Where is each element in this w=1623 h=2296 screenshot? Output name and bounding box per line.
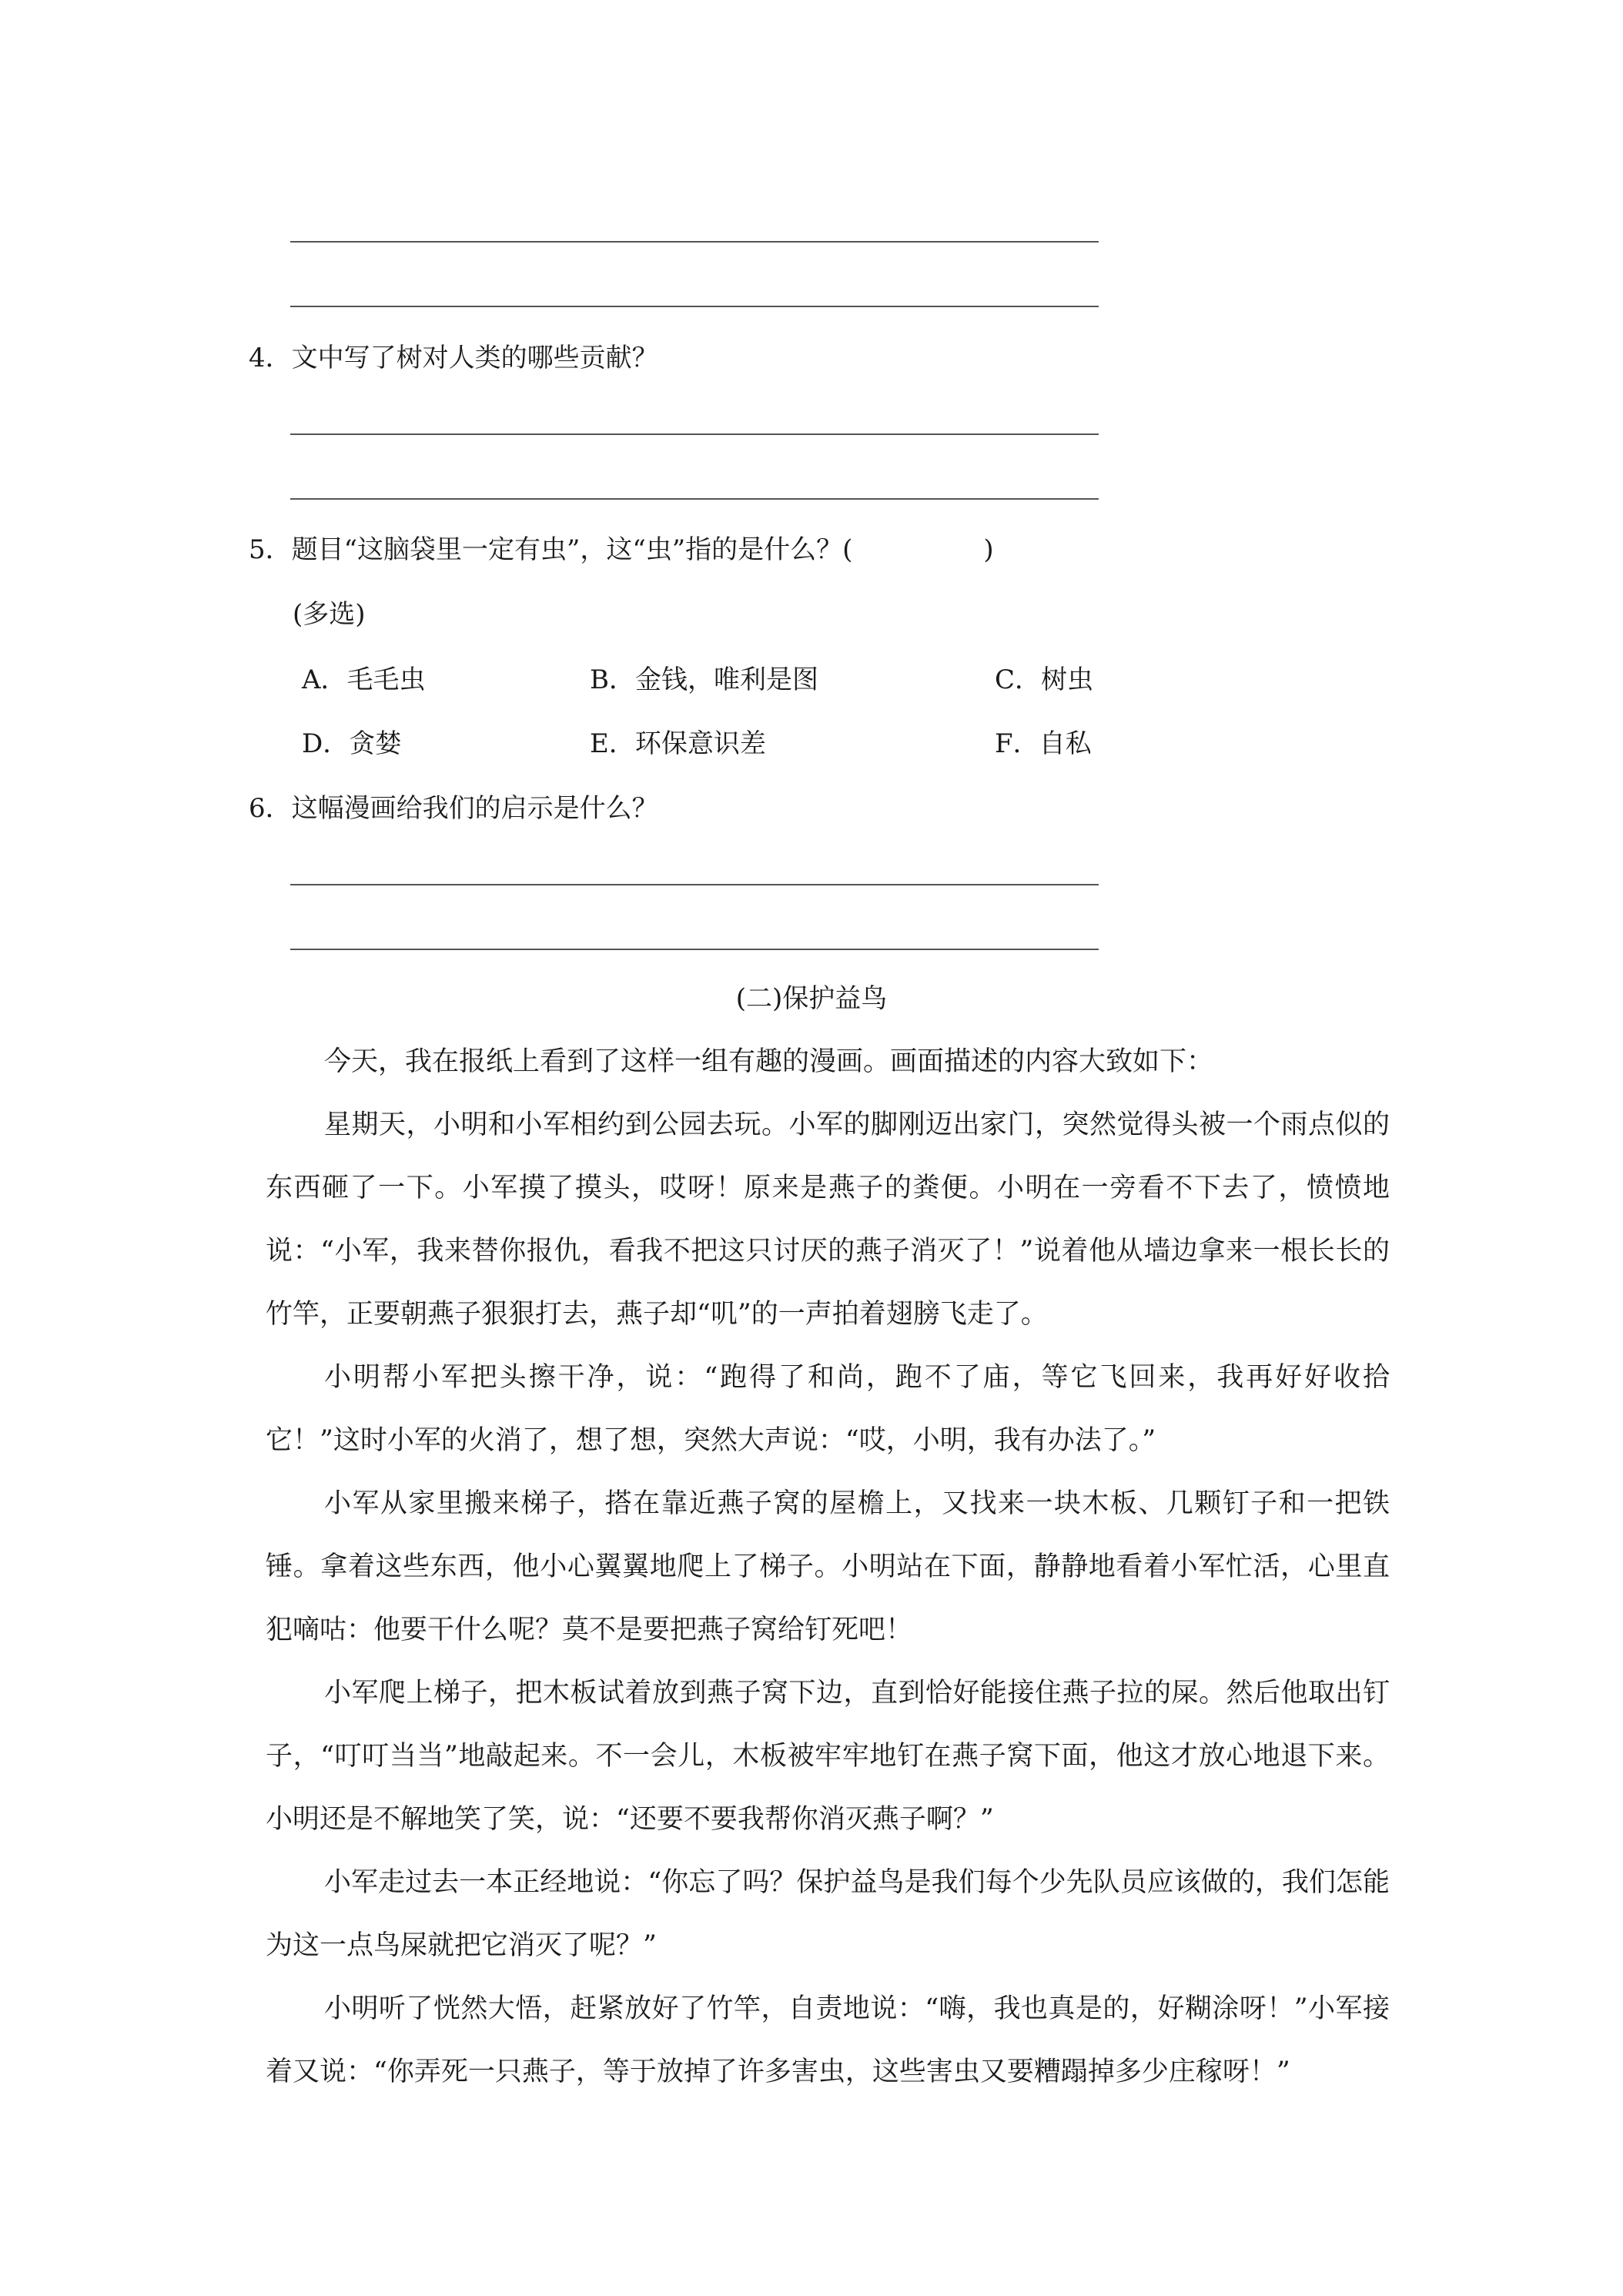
story-paragraph-1: 今天，我在报纸上看到了这样一组有趣的漫画。画面描述的内容大致如下：	[324, 1046, 1214, 1077]
option-d[interactable]: D．贪婪	[302, 728, 402, 759]
option-c[interactable]: C．树虫	[995, 664, 1094, 695]
question-6: 6．这幅漫画给我们的启示是什么？	[249, 793, 658, 824]
option-b[interactable]: B．金钱，唯利是图	[590, 664, 818, 695]
answer-line[interactable]	[290, 949, 1099, 950]
option-a[interactable]: A．毛毛虫	[302, 664, 426, 695]
option-e[interactable]: E．环保意识差	[590, 728, 766, 759]
answer-line[interactable]	[290, 306, 1099, 307]
answer-line[interactable]	[290, 498, 1099, 500]
option-f[interactable]: F．自私	[995, 728, 1092, 759]
section-title: (二)保护益鸟	[735, 983, 888, 1014]
story-paragraph-5: 小军爬上梯子，把木板试着放到燕子窝下边，直到恰好能接住燕子拉的屎。然后他取出钉子，“叮叮当当”地敲起来。不一会儿，木板被牢牢地钉在燕子窝下面，他这才放心地退下来。小明还是不解地笑了笑，说：“还要不要我帮你消灭燕子啊？”	[266, 1678, 1390, 1835]
question-5-note: (多选)	[293, 599, 366, 630]
story-paragraph-2: 星期天，小明和小军相约到公园去玩。小军的脚刚迈出家门，突然觉得头被一个雨点似的东西砸了一下。小军摸了摸头，哎呀！原来是燕子的粪便。小明在一旁看不下去了，愤愤地说：“小军，我来替你报仇，看我不把这只讨厌的燕子消灭了！”说着他从墙边拿来一根长长的竹竿，正要朝燕子狠狠打去，燕子却“叽”的一声拍着翅膀飞走了。	[266, 1110, 1390, 1330]
story-paragraph-6: 小军走过去一本正经地说：“你忘了吗？保护益鸟是我们每个少先队员应该做的，我们怎能为这一点鸟屎就把它消灭了呢？”	[266, 1867, 1390, 1961]
answer-line[interactable]	[290, 884, 1099, 885]
story-paragraph-7: 小明听了恍然大悟，赶紧放好了竹竿，自责地说：“嗨，我也真是的，好糊涂呀！”小军接着又说：“你弄死一只燕子，等于放掉了许多害虫，这些害虫又要糟蹋掉多少庄稼呀！”	[266, 1993, 1390, 2087]
answer-line[interactable]	[290, 241, 1099, 243]
story-paragraph-3: 小明帮小军把头擦干净，说：“跑得了和尚，跑不了庙，等它飞回来，我再好好收拾它！”这时小军的火消了，想了想，突然大声说：“哎，小明，我有办法了。”	[266, 1362, 1390, 1456]
question-5: 5．题目“这脑袋里一定有虫”，这“虫”指的是什么？( )	[249, 534, 994, 565]
question-4: 4．文中写了树对人类的哪些贡献？	[249, 343, 658, 373]
answer-line[interactable]	[290, 433, 1099, 435]
story-paragraph-4: 小军从家里搬来梯子，搭在靠近燕子窝的屋檐上，又找来一块木板、几颗钉子和一把铁锤。拿着这些东西，他小心翼翼地爬上了梯子。小明站在下面，静静地看着小军忙活，心里直犯嘀咕：他要干什么呢？莫不是要把燕子窝给钉死吧！	[266, 1488, 1390, 1645]
